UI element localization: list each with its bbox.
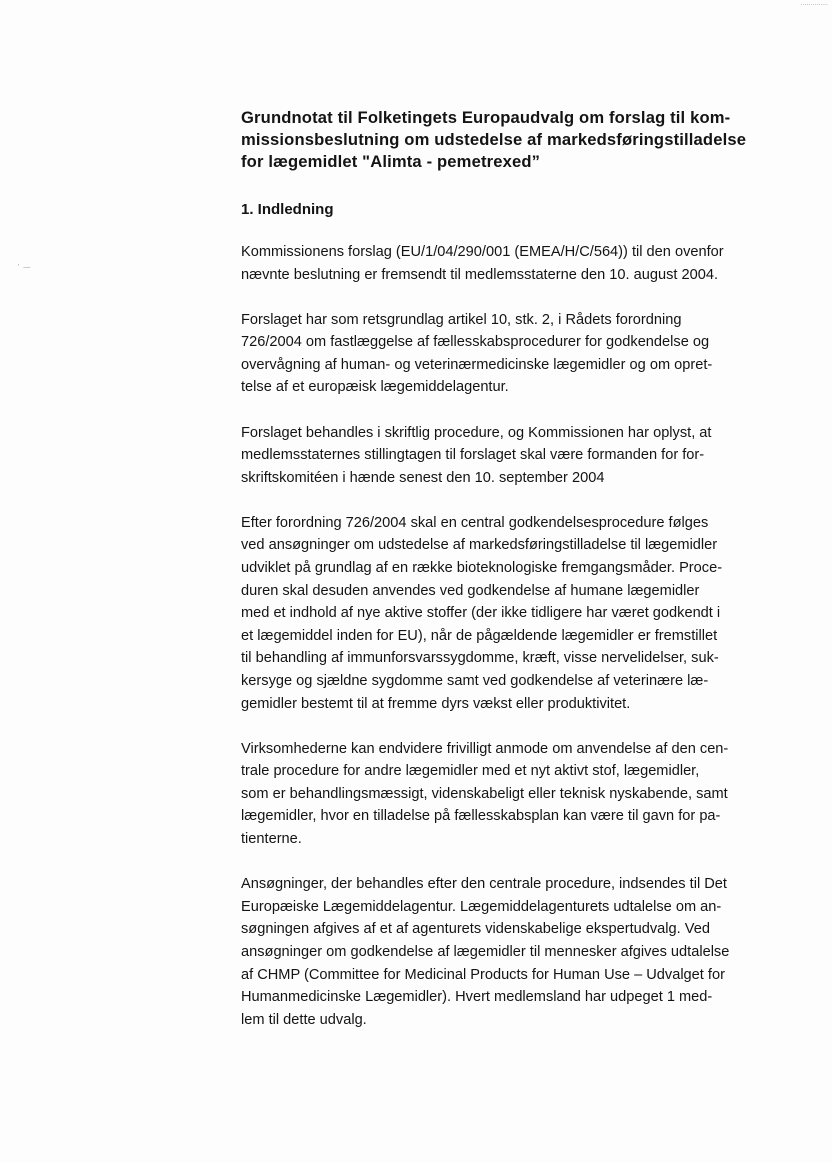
text-line: tienterne. [241, 831, 302, 848]
text-line: udviklet på grundlag af en række bioteknologiske fremgangsmåder. Proce- [241, 560, 723, 577]
document-body [241, 107, 761, 1031]
text-line: Virksomhederne kan endvidere frivilligt anmode om anvendelse af den cen- [241, 740, 729, 757]
paragraph-3 [241, 422, 761, 490]
text-line: telse af et europæisk lægemiddelagentur. [241, 379, 509, 396]
paragraph-5 [241, 738, 761, 851]
title-line: for lægemidlet "Alimta - pemetrexed” [241, 152, 541, 171]
text-line: Humanmedicinske Lægemidler). Hvert medlemsland har udpeget 1 med- [241, 989, 713, 1006]
text-line: lem til dette udvalg. [241, 1011, 367, 1028]
text-line: overvågning af human- og veterinærmedicinske lægemidler og om opret- [241, 356, 713, 373]
text-line: lægemidler, hvor en tilladelse på fællesskabsplan kan være til gavn for pa- [241, 808, 721, 825]
text-line: ansøgninger om godkendelse af lægemidler til mennesker afgives udtalelse [241, 943, 730, 960]
text-line: Ansøgninger, der behandles efter den centrale procedure, indsendes til Det [241, 876, 727, 893]
section-heading: 1. Indledning [241, 201, 334, 218]
text-line: Europæiske Lægemiddelagentur. Lægemiddelagenturets udtalelse om an- [241, 898, 722, 915]
document-title [241, 107, 761, 173]
text-line: et lægemiddel inden for EU), når de pågældende lægemidler er fremstillet [241, 627, 718, 644]
text-line: trale procedure for andre lægemidler med et nyt aktivt stof, lægemidler, [241, 763, 700, 780]
scan-mark-top-right: .............. [800, 0, 828, 7]
text-line: kersyge og sjældne sygdomme samt ved godkendelse af veterinære læ- [241, 673, 709, 689]
text-line: søgningen afgives af et af agenturets videnskabelige ekspertudvalg. Ved [241, 921, 710, 938]
paragraph-4 [241, 512, 761, 715]
text-line: gemidler bestemt til at fremme dyrs vækst eller produktivitet. [241, 695, 631, 712]
scan-mark-left: ' — [18, 264, 32, 271]
text-line: med et indhold af nye aktive stoffer (der ikke tidligere har været godkendt i [241, 605, 721, 622]
title-line: missionsbeslutning om udstedelse af markedsføringstilladelse [241, 130, 747, 149]
text-line: som er behandlingsmæssigt, videnskabeligt eller teknisk nyskabende, samt [241, 785, 728, 802]
title-line: Grundnotat til Folketingets Europaudvalg om forslag til kom- [241, 108, 731, 127]
text-line: skriftskomitéen i hænde senest den 10. september 2004 [241, 469, 605, 486]
text-line: Efter forordning 726/2004 skal en central godkendelsesprocedure følges [241, 514, 709, 531]
paragraph-6 [241, 873, 761, 1031]
text-line: 726/2004 om fastlæggelse af fællesskabsprocedurer for godkendelse og [241, 334, 710, 351]
text-line: nævnte beslutning er fremsendt til medlemsstaterne den 10. august 2004. [241, 266, 719, 283]
text-line: Kommissionens forslag (EU/1/04/290/001 (EMEA/H/C/564)) til den ovenfor [241, 244, 724, 260]
text-line: duren skal desuden anvendes ved godkendelse af humane lægemidler [241, 582, 700, 599]
text-line: medlemsstaternes stillingtagen til forslaget skal være formanden for for- [241, 447, 705, 464]
text-line: til behandling af immunforsvarssygdomme, kræft, visse nervelidelser, suk- [241, 650, 719, 667]
text-line: Forslaget behandles i skriftlig procedure, og Kommissionen har oplyst, at [241, 424, 712, 441]
paragraph-1 [241, 241, 761, 286]
text-line: ved ansøgninger om udstedelse af markedsføringstilladelse til lægemidler [241, 537, 718, 554]
paragraph-2 [241, 309, 761, 399]
text-line: af CHMP (Committee for Medicinal Products for Human Use – Udvalget for [241, 966, 725, 983]
text-line: Forslaget har som retsgrundlag artikel 10, stk. 2, i Rådets forordning [241, 311, 682, 328]
